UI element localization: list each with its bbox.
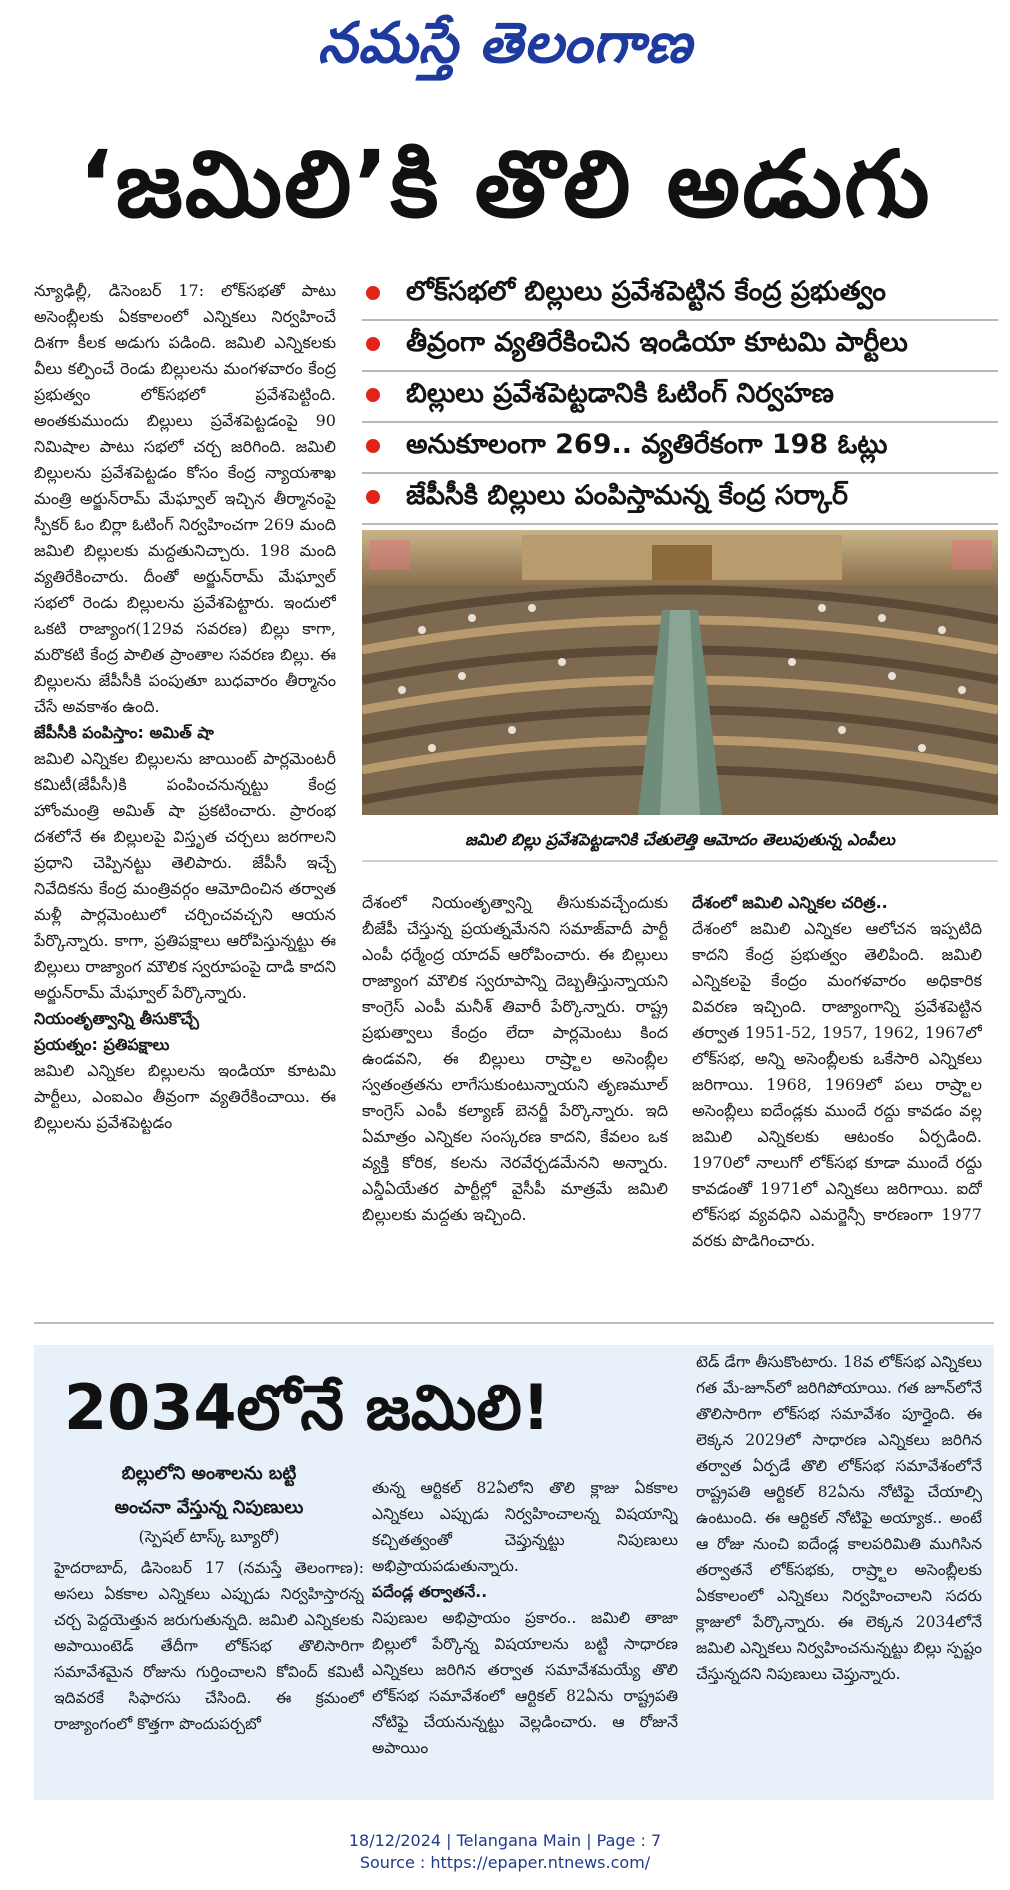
- middle-column: [362, 890, 668, 1310]
- right-paragraph-1: దేశంలో జమిలి ఎన్నికల ఆలోచన ఇప్పటిది కాదని కేంద్ర ప్రభుత్వం తెలిపింది. జమిలి ఎన్నికలపై కేంద్రం మంగళవారం అధికారిక వివరణ ఇచ్చింది. రాజ్యాంగాన్ని ప్రవేశపెట్టిన తర్వాత 1951-52, 1957, 1962, 1967లో లోక్‌సభ, అన్ని అసెంబ్లీలకు ఒకేసారి ఎన్నికలు జరిగాయి. 1968, 1969లో పలు రాష్ర్టాల అసెంబ్లీలు ఐదేండ్లకు ముందే రద్దు కావడం వల్ల జమిలి ఎన్నికలకు ఆటంకం ఏర్పడింది. 1970లో నాలుగో లోక్‌సభ కూడా ముందే రద్దు కావడంతో 1971లో ఎన్నికలు జరిగాయి. ఐదో లోక్‌సభ వ్యవధిని ఎమర్జెన్సీ కారణంగా 1977 వరకు పొడిగించారు.: [692, 919, 982, 1250]
- box-subheading-2: పదేండ్ల తర్వాతనే..: [372, 1583, 488, 1601]
- box-subheading-line-1: బిల్లులోని అంశాలను బట్టి: [121, 1463, 297, 1484]
- box-paragraph-3: టెడ్ డేగా తీసుకొంటారు. 18వ లోక్‌సభ ఎన్నికలు గత మే-జూన్‌లో జరిగిపోయాయి. గత జూన్‌లోనే తొలిసారిగా లోక్‌సభ సమావేశం పూర్తైంది. ఈ లెక్కన 2029లో సాధారణ ఎన్నికలు జరిగిన తర్వాత ఏర్పడే తొలి లోక్‌సభ సమావేశంలోనే రాష్ట్రపతి ఆర్టికల్ 82ఏను నోటిఫై చేయాల్సి ఉంటుంది. ఈ ఆర్టికల్ నోటిఫై అయ్యాక.. అంటే ఆ రోజు నుంచి ఐదేండ్ల కాలపరిమితి ముగిసిన తర్వాతనే లోక్‌సభకు, రాష్ర్టాల అసెంబ్లీలకు ఏకకాలంలో ఎన్నికలు నిర్వహించాలని సదరు క్లాజులో పేర్కొన్నారు. ఈ లెక్కన 2034లోనే జమిలి ఎన్నికలు నిర్వహించనున్నట్టు బిల్లు స్పష్టం చేస్తున్నదని నిపుణులు చెప్తున్నారు.: [696, 1353, 982, 1683]
- bullet-dot-icon: [366, 490, 380, 504]
- box-column-2: [372, 1475, 678, 1790]
- box-subheading-line-2: అంచనా వేస్తున్న నిపుణులు: [114, 1497, 304, 1518]
- box-headline: 2034లోనే జమిలి!: [64, 1371, 551, 1444]
- box-paragraph-2b: నిపుణుల అభిప్రాయం ప్రకారం.. జమిలి తాజా బిల్లులో పేర్కొన్న విషయాలను బట్టి సాధారణ ఎన్నికలు జరిగిన తర్వాత సమావేశమయ్యే తొలి లోక్‌సభ సమావేశంలో ఆర్టికల్ 82ఏను రాష్ట్రపతి నోటిఫై చేయనున్నట్టు వెల్లడించారు. ఆ రోజునే అపాయిం: [372, 1609, 678, 1757]
- masthead-logo: నమస్తే తెలంగాణ: [317, 10, 693, 76]
- left-subheading-1: జేపీసీకి పంపిస్తాం: అమిత్ షా: [34, 723, 214, 742]
- box-paragraph-1: హైదరాబాద్, డిసెంబర్ 17 (నమస్తే తెలంగాణ): అసలు ఏకకాల ఎన్నికలు ఎప్పుడు నిర్వహిస్తారన్న చర్చ పెద్దయెత్తున జరుగుతున్నది. జమిలి ఎన్నికలకు అపాయింటెడ్ తేదీగా లోక్‌సభ తొలిసారిగా సమావేశమైన రోజును గుర్తించాలని కోవింద్ కమిటీ ఇదివరకే సిఫారసు చేసింది. ఈ క్రమంలో రాజ్యాంగంలో కొత్తగా పొందుపర్చబో: [54, 1559, 364, 1733]
- right-column: [692, 890, 982, 1310]
- main-headline: ‘జమిలి’కి తొలి అడుగు: [78, 131, 932, 238]
- left-paragraph-3: జమిలి ఎన్నికల బిల్లులను ఇండియా కూటమి పార్టీలు, ఎంఐఎం తీవ్రంగా వ్యతిరేకించాయి. ఈ బిల్లులను ప్రవేశపెట్టడం: [34, 1061, 336, 1132]
- highlight-item: తీవ్రంగా వ్యతిరేకించిన ఇండియా కూటమి పార్టీలు: [362, 321, 998, 372]
- parliament-photo-illustration: [362, 530, 998, 815]
- footer-edition-info: 18/12/2024 | Telangana Main | Page : 7: [348, 1831, 662, 1850]
- bullet-dot-icon: [366, 388, 380, 402]
- left-subheading-2b: ప్రయత్నం: ప్రతిపక్షాలు: [34, 1035, 170, 1054]
- right-subheading: దేశంలో జమిలి ఎన్నికల చరిత్ర..: [692, 893, 888, 912]
- middle-paragraph-1: దేశంలో నియంతృత్వాన్ని తీసుకువచ్చేందుకు బీజేపీ చేస్తున్న ప్రయత్నమేనని సమాజ్‌వాదీ పార్టీ ఎంపీ ధర్మేంద్ర యాదవ్ ఆరోపించారు. ఈ బిల్లులు రాజ్యాంగ మౌలిక స్వరూపాన్ని దెబ్బతీస్తున్నాయని కాంగ్రెస్ ఎంపీ మనీశ్ తివారీ పేర్కొన్నారు. రాష్ట్ర ప్రభుత్వాలు కేంద్రం లేదా పార్లమెంటు కింద ఉండవని, ఈ బిల్లులు రాష్ర్టాల అసెంబ్లీల స్వతంత్రతను లాగేసుకుంటున్నాయని తృణమూల్ కాంగ్రెస్ ఎంపీ కల్యాణ్ బెనర్జీ పేర్కొన్నారు. ఇది ఏమాత్రం ఎన్నికల సంస్కరణ కాదని, కేవలం ఒక వ్యక్తి కోరిక, కలను నెరవేర్చడమేనని అన్నారు. ఎన్డీఏయేతర పార్టీల్లో వైసీపీ మాత్రమే జమిలి బిల్లులకు మద్దతు ఇచ్చింది.: [362, 893, 668, 1224]
- highlight-item: బిల్లులు ప్రవేశపెట్టడానికి ఓటింగ్ నిర్వహణ: [362, 372, 998, 423]
- left-paragraph-1: న్యూఢిల్లీ, డిసెంబర్ 17: లోక్‌సభతో పాటు అసెంబ్లీలకు ఏకకాలంలో ఎన్నికలు నిర్వహించే దిశగా కీలక అడుగు పడింది. జమిలి ఎన్నికలకు వీలు కల్పించే రెండు బిల్లులను మంగళవారం కేంద్ర ప్రభుత్వం లోక్‌సభలో ప్రవేశపెట్టింది. అంతకుముందు బిల్లులు ప్రవేశపెట్టడంపై 90 నిమిషాల పాటు సభలో చర్చ జరిగింది. జమిలి బిల్లులను ప్రవేశపెట్టడం కోసం కేంద్ర న్యాయశాఖ మంత్రి అర్జున్‌రామ్ మేఘ్వాల్ ఇచ్చిన తీర్మానంపై స్పీకర్ ఓం బిర్లా ఓటింగ్ నిర్వహించగా 269 మంది జమిలి బిల్లులకు మద్దతునిచ్చారు. 198 మంది వ్యతిరేకించారు. దీంతో అర్జున్‌రామ్ మేఘ్వాల్ సభలో రెండు బిల్లులను ప్రవేశపెట్టారు. ఇందులో ఒకటి రాజ్యాంగ(129వ సవరణ) బిల్లు కాగా, మరొకటి కేంద్ర పాలిత ప్రాంతాల సవరణ బిల్లు. ఈ బిల్లులను జేపీసీకి పంపుతూ బుధవారం తీర్మానం చేసే అవకాశం ఉంది.: [34, 281, 336, 716]
- bullet-dot-icon: [366, 439, 380, 453]
- box-byline: (స్పెషల్ టాస్క్ బ్యూరో): [138, 1527, 280, 1546]
- bullet-dot-icon: [366, 286, 380, 300]
- highlight-item: లోక్‌సభలో బిల్లులు ప్రవేశపెట్టిన కేంద్ర ప్రభుత్వం: [362, 270, 998, 321]
- footer-source-link[interactable]: Source : https://epaper.ntnews.com/: [359, 1853, 651, 1872]
- box-column-1: [54, 1555, 364, 1790]
- page-footer: [0, 1830, 1010, 1874]
- box-paragraph-2a: తున్న ఆర్టికల్ 82ఏలోని తొలి క్లాజు ఏకకాల ఎన్నికలు ఎప్పుడు నిర్వహించాలన్న విషయాన్ని కచ్చితత్వంతో చెప్తున్నట్టు నిపుణులు అభిప్రాయపడుతున్నారు.: [372, 1479, 678, 1575]
- section-divider: [34, 1322, 994, 1324]
- feature-box: [34, 1345, 994, 1800]
- masthead: [0, 4, 1010, 82]
- box-column-3: [696, 1349, 982, 1790]
- parliament-photo: [362, 530, 998, 815]
- highlights-list: [362, 270, 998, 525]
- left-subheading-2a: నియంతృత్వాన్ని తీసుకొచ్చే: [34, 1009, 200, 1028]
- left-paragraph-2: జమిలి ఎన్నికల బిల్లులను జాయింట్ పార్లమెంటరీ కమిటీ(జేపీసీ)కి పంపించనున్నట్టు కేంద్ర హోంమంత్రి అమిత్ షా ప్రకటించారు. ప్రారంభ దశలోనే ఈ బిల్లులపై విస్తృత చర్చలు జరగాలని ప్రధాని చెప్పినట్టు తెలిపారు. జేపీసీ ఇచ్చే నివేదికను కేంద్ర మంత్రివర్గం ఆమోదించిన తర్వాత మళ్లీ పార్లమెంటులో చర్చించవచ్చని ఆయన పేర్కొన్నారు. కాగా, ప్రతిపక్షాలు ఆరోపిస్తున్నట్టు ఈ బిల్లులు రాజ్యాంగ మౌలిక స్వరూపంపై దాడి కాదని అర్జున్‌రామ్ మేఘ్వాల్ పేర్కొన్నారు.: [34, 749, 336, 1002]
- bullet-dot-icon: [366, 337, 380, 351]
- left-column: [34, 278, 336, 1310]
- box-subheading: [54, 1457, 364, 1525]
- photo-caption: జమిలి బిల్లు ప్రవేశపెట్టడానికి చేతులెత్తి ఆమోదం తెలుపుతున్న ఎంపీలు: [362, 820, 998, 862]
- highlight-item: అనుకూలంగా 269.. వ్యతిరేకంగా 198 ఓట్లు: [362, 423, 998, 474]
- highlight-item: జేపీసీకి బిల్లులు పంపిస్తామన్న కేంద్ర సర్కార్: [362, 474, 998, 525]
